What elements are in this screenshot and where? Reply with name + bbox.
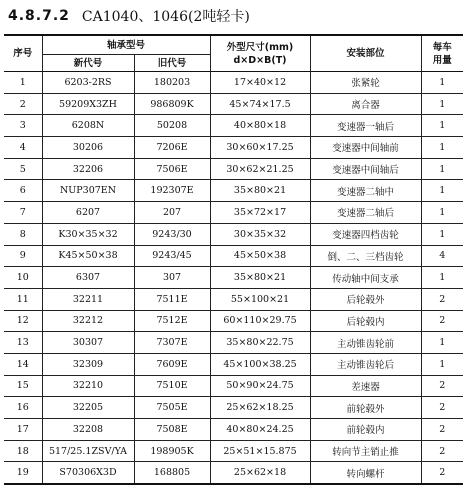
cell-seq: 12 <box>4 310 42 332</box>
cell-location: 变速器二轴中 <box>310 180 421 202</box>
table-row <box>4 245 463 267</box>
cell-old-code: 986809K <box>134 93 210 115</box>
cell-dimensions: 45×50×38 <box>210 245 310 267</box>
cell-old-code: 180203 <box>134 72 210 94</box>
cell-new-code: K45×50×38 <box>42 245 134 267</box>
table-row <box>4 180 463 202</box>
cell-new-code: NUP307EN <box>42 180 134 202</box>
cell-dimensions: 60×110×29.75 <box>210 310 310 332</box>
cell-new-code: 6203-2RS <box>42 72 134 94</box>
cell-seq: 18 <box>4 440 42 462</box>
cell-quantity: 1 <box>421 180 463 202</box>
cell-dimensions: 35×72×17 <box>210 202 310 224</box>
cell-quantity: 2 <box>421 419 463 441</box>
cell-quantity: 2 <box>421 310 463 332</box>
cell-seq: 5 <box>4 158 42 180</box>
cell-old-code: 7508E <box>134 419 210 441</box>
cell-quantity: 4 <box>421 245 463 267</box>
table-header <box>4 35 463 72</box>
cell-new-code: 32212 <box>42 310 134 332</box>
cell-new-code: K30×35×32 <box>42 223 134 245</box>
cell-dimensions: 35×80×21 <box>210 267 310 289</box>
cell-location: 前轮毂内 <box>310 419 421 441</box>
cell-dimensions: 45×74×17.5 <box>210 93 310 115</box>
cell-location: 变速器四档齿轮 <box>310 223 421 245</box>
table-row <box>4 158 463 180</box>
cell-location: 变速器一轴后 <box>310 115 421 137</box>
cell-new-code: 32210 <box>42 375 134 397</box>
cell-location: 后轮毂内 <box>310 310 421 332</box>
cell-dimensions: 55×100×21 <box>210 288 310 310</box>
cell-old-code: 7510E <box>134 375 210 397</box>
cell-quantity: 2 <box>421 462 463 484</box>
cell-new-code: 59209X3ZH <box>42 93 134 115</box>
cell-new-code: 6208N <box>42 115 134 137</box>
header-new-code: 新代号 <box>42 55 134 72</box>
cell-quantity: 1 <box>421 137 463 159</box>
cell-old-code: 7505E <box>134 397 210 419</box>
cell-quantity: 2 <box>421 375 463 397</box>
cell-new-code: S70306X3D <box>42 462 134 484</box>
cell-dimensions: 45×100×38.25 <box>210 353 310 375</box>
cell-quantity: 1 <box>421 267 463 289</box>
cell-seq: 14 <box>4 353 42 375</box>
cell-dimensions: 25×62×18 <box>210 462 310 484</box>
cell-location: 离合器 <box>310 93 421 115</box>
cell-new-code: 6307 <box>42 267 134 289</box>
cell-seq: 1 <box>4 72 42 94</box>
cell-dimensions: 35×80×22.75 <box>210 332 310 354</box>
cell-seq: 16 <box>4 397 42 419</box>
cell-quantity: 1 <box>421 72 463 94</box>
table-row <box>4 72 463 94</box>
table-row <box>4 223 463 245</box>
bearing-table <box>4 34 463 485</box>
table-row <box>4 267 463 289</box>
cell-dimensions: 40×80×18 <box>210 115 310 137</box>
cell-new-code: 32309 <box>42 353 134 375</box>
table-row <box>4 93 463 115</box>
cell-old-code: 7512E <box>134 310 210 332</box>
header-seq: 序号 <box>13 48 33 59</box>
cell-location: 变速器中间轴后 <box>310 158 421 180</box>
section-number: 4.8.7.2 <box>8 8 70 24</box>
cell-seq: 2 <box>4 93 42 115</box>
cell-old-code: 7511E <box>134 288 210 310</box>
cell-new-code: 32208 <box>42 419 134 441</box>
cell-seq: 17 <box>4 419 42 441</box>
cell-quantity: 1 <box>421 202 463 224</box>
cell-seq: 6 <box>4 180 42 202</box>
header-quantity <box>421 35 463 72</box>
cell-quantity: 2 <box>421 440 463 462</box>
table-row <box>4 137 463 159</box>
cell-quantity: 1 <box>421 223 463 245</box>
header-bearing-model: 轴承型号 <box>42 35 210 55</box>
section-heading <box>8 4 250 28</box>
cell-quantity: 1 <box>421 158 463 180</box>
table-row <box>4 310 463 332</box>
cell-dimensions: 50×90×24.75 <box>210 375 310 397</box>
cell-dimensions: 30×62×21.25 <box>210 158 310 180</box>
cell-old-code: 307 <box>134 267 210 289</box>
cell-location: 后轮毂外 <box>310 288 421 310</box>
cell-seq: 11 <box>4 288 42 310</box>
cell-location: 变速器中间轴前 <box>310 137 421 159</box>
table-row <box>4 115 463 137</box>
cell-location: 差速器 <box>310 375 421 397</box>
cell-old-code: 7506E <box>134 158 210 180</box>
header-quantity-line2: 用量 <box>432 54 452 66</box>
cell-old-code: 7206E <box>134 137 210 159</box>
cell-dimensions: 30×60×17.25 <box>210 137 310 159</box>
cell-seq: 4 <box>4 137 42 159</box>
cell-location: 转向螺杆 <box>310 462 421 484</box>
cell-quantity: 1 <box>421 93 463 115</box>
cell-dimensions: 30×35×32 <box>210 223 310 245</box>
cell-old-code: 7609E <box>134 353 210 375</box>
cell-location: 前轮毂外 <box>310 397 421 419</box>
table-row <box>4 332 463 354</box>
cell-location: 传动轴中间支承 <box>310 267 421 289</box>
cell-dimensions: 35×80×21 <box>210 180 310 202</box>
cell-dimensions: 40×80×24.25 <box>210 419 310 441</box>
header-quantity-line1: 每车 <box>432 41 452 53</box>
cell-quantity: 2 <box>421 288 463 310</box>
table-row <box>4 375 463 397</box>
cell-location: 主动锥齿轮后 <box>310 353 421 375</box>
cell-location: 变速器二轴后 <box>310 202 421 224</box>
cell-location: 张紧轮 <box>310 72 421 94</box>
cell-new-code: 30206 <box>42 137 134 159</box>
cell-new-code: 32205 <box>42 397 134 419</box>
cell-dimensions: 25×62×18.25 <box>210 397 310 419</box>
cell-seq: 8 <box>4 223 42 245</box>
table-row <box>4 419 463 441</box>
section-title: CA1040、1046(2吨轻卡) <box>81 9 250 25</box>
cell-quantity: 1 <box>421 115 463 137</box>
cell-old-code: 9243/30 <box>134 223 210 245</box>
cell-location: 倒、二、三档齿轮 <box>310 245 421 267</box>
cell-old-code: 192307E <box>134 180 210 202</box>
table-row <box>4 202 463 224</box>
cell-new-code: 32211 <box>42 288 134 310</box>
cell-old-code: 9243/45 <box>134 245 210 267</box>
cell-old-code: 168805 <box>134 462 210 484</box>
cell-new-code: 517/25.1ZSV/YA <box>42 440 134 462</box>
table-body <box>4 72 463 485</box>
cell-location: 转向节主销止推 <box>310 440 421 462</box>
cell-old-code: 207 <box>134 202 210 224</box>
table-row <box>4 288 463 310</box>
cell-dimensions: 25×51×15.875 <box>210 440 310 462</box>
header-old-code: 旧代号 <box>134 55 210 72</box>
header-dimensions-line2: d×D×B(T) <box>233 54 287 66</box>
cell-quantity: 1 <box>421 353 463 375</box>
cell-new-code: 32206 <box>42 158 134 180</box>
cell-old-code: 198905K <box>134 440 210 462</box>
table-row <box>4 440 463 462</box>
cell-seq: 15 <box>4 375 42 397</box>
header-location: 安装部位 <box>310 35 421 72</box>
header-dimensions-line1: 外型尺寸(mm) <box>226 41 294 53</box>
cell-seq: 13 <box>4 332 42 354</box>
cell-new-code: 6207 <box>42 202 134 224</box>
cell-seq: 3 <box>4 115 42 137</box>
cell-dimensions: 17×40×12 <box>210 72 310 94</box>
cell-location: 主动锥齿轮前 <box>310 332 421 354</box>
cell-quantity: 1 <box>421 332 463 354</box>
table-row <box>4 462 463 484</box>
header-dimensions <box>210 35 310 72</box>
cell-seq: 19 <box>4 462 42 484</box>
cell-old-code: 50208 <box>134 115 210 137</box>
cell-quantity: 2 <box>421 397 463 419</box>
table-row <box>4 353 463 375</box>
cell-seq: 7 <box>4 202 42 224</box>
cell-new-code: 30307 <box>42 332 134 354</box>
cell-old-code: 7307E <box>134 332 210 354</box>
cell-seq: 9 <box>4 245 42 267</box>
cell-seq: 10 <box>4 267 42 289</box>
table-row <box>4 397 463 419</box>
